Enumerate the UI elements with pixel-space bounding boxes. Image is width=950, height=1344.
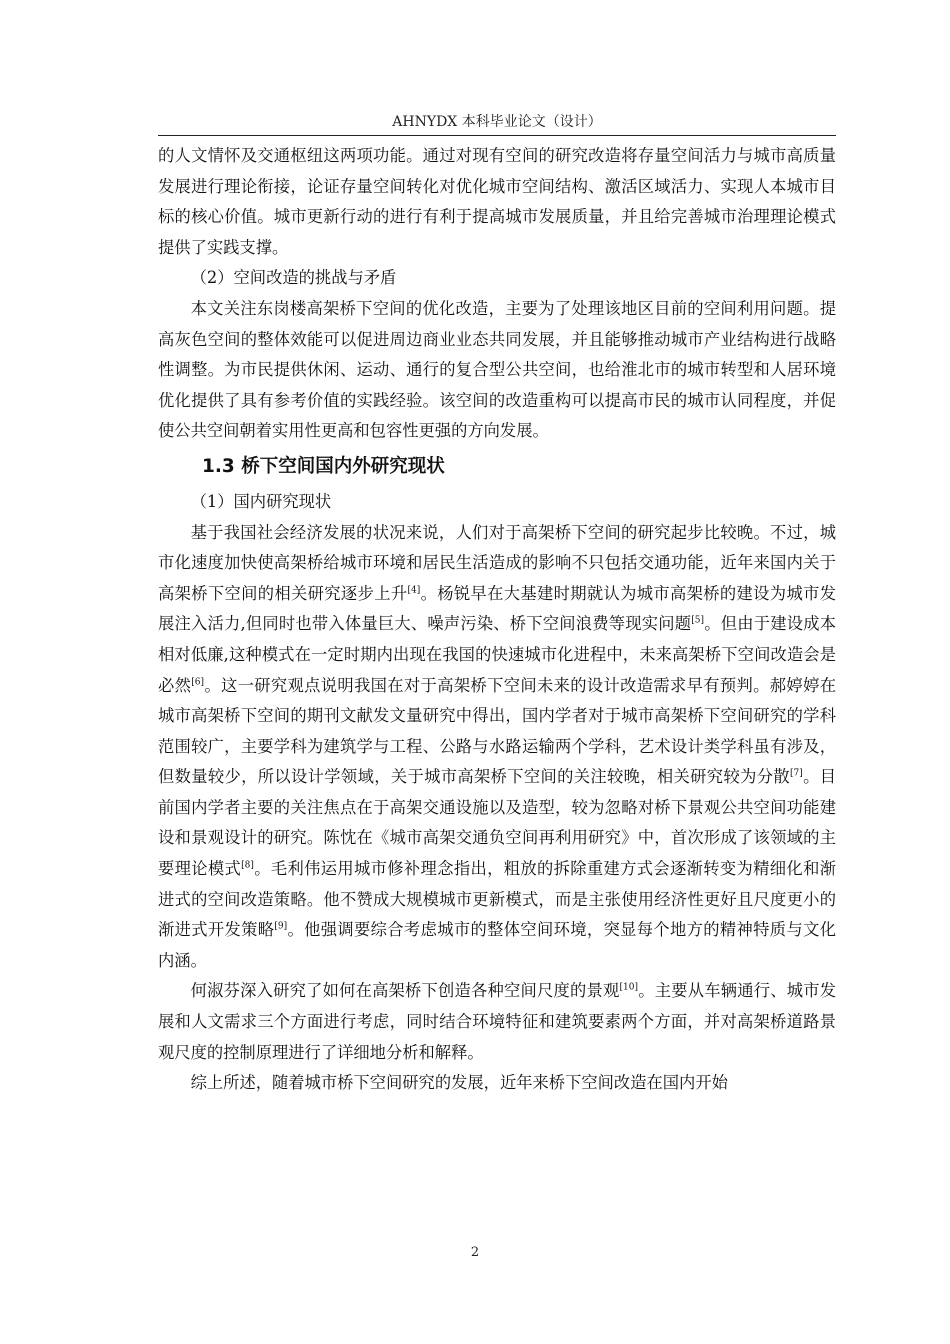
- text-run: 。他强调要综合考虑城市的整体空间环境，突显每个地方的精神特质与文化内涵。: [158, 920, 836, 970]
- header-rule: [158, 135, 836, 136]
- text-run: 基于我国社会经济发展的状况来说，人们对于高架桥下空间的研究起步比较晚。不过，城市化速度加快使高架桥给城市环境和居民生活造成的影响不只包括交通功能，近年来国内关于高架桥下空间的相关研究逐步上升: [158, 522, 836, 603]
- paragraph-summary: 综上所述，随着城市桥下空间研究的发展，近年来桥下空间改造在国内开始: [190, 1073, 728, 1093]
- running-header: AHNYDX 本科毕业论文（设计）: [392, 114, 602, 130]
- page-body: [158, 141, 836, 1099]
- text-run: 。这一研究观点说明我国在对于高架桥下空间未来的设计改造需求早有预判。郝婷婷在城市高架桥下空间的期刊文献发文量研究中得出，国内学者对于城市高架桥下空间研究的学科范围较广，主要学科为建筑学与工程、公路与水路运输两个学科，艺术设计类学科虽有涉及，但数量较少，所以设计学领域，关于城市高架桥下空间的关注较晚，相关研究较为分散: [158, 675, 836, 787]
- citation-ref: [7]: [789, 768, 803, 779]
- text-run: 。主要从车辆通行、城市发展和人文需求三个方面进行考虑，同时结合环境特征和建筑要素两个方面，并对高架桥道路景观尺度的控制原理进行了详细地分析和解释。: [158, 981, 836, 1062]
- paragraph-continuation: 的人文情怀及交通枢纽这两项功能。通过对现有空间的研究改造将存量空间活力与城市高质量发展进行理论衔接，论证存量空间转化对优化城市空间结构、激活区域活力、实现人本城市目标的核心价值。城市更新行动的进行有利于提高城市发展质量，并且给完善城市治理理论模式提供了实践支撑。: [158, 146, 836, 257]
- section-heading: 1.3 桥下空间国内外研究现状: [202, 455, 445, 477]
- paragraph-focus: 本文关注东岗楼高架桥下空间的优化改造，主要为了处理该地区目前的空间利用问题。提高灰色空间的整体效能可以促进周边商业业态共同发展，并且能够推动城市产业结构进行战略性调整。为市民提供休闲、运动、通行的复合型公共空间，也给淮北市的城市转型和人居环境优化提供了具有参考价值的实践经验。该空间的改造重构可以提高市民的城市认同程度，并促使公共空间朝着实用性更高和包容性更强的方向发展。: [158, 298, 836, 441]
- subheading-challenges: （2）空间改造的挑战与矛盾: [190, 268, 397, 288]
- text-run: 。杨锐早在大基建时期就认为城市高架桥的建设为城市发展注入活力,但同时也带入体量巨大、噪声污染、桥下空间浪费等现实问题: [158, 583, 836, 634]
- text-run: 何淑芬深入研究了如何在高架桥下创造各种空间尺度的景观: [190, 981, 620, 1001]
- citation-ref: [9]: [274, 921, 288, 932]
- citation-ref: [10]: [619, 983, 639, 994]
- subheading-domestic: （1）国内研究现状: [190, 491, 332, 511]
- paragraph-he-shufen: [158, 976, 836, 1068]
- citation-ref: [6]: [191, 677, 205, 688]
- text-run: 。毛利伟运用城市修补理念指出，粗放的拆除重建方式会逐渐转变为精细化和渐进式的空间改造策略。他不赞成大规模城市更新模式，而是主张使用经济性更好且尺度更小的渐进式开发策略: [158, 859, 836, 940]
- page-number: 2: [470, 1245, 480, 1260]
- citation-ref: [4]: [407, 585, 421, 596]
- citation-ref: [8]: [241, 860, 254, 871]
- citation-ref: [5]: [691, 615, 705, 626]
- paragraph-domestic-research: [158, 518, 836, 977]
- text-run: 。目前国内学者主要的关注焦点在于高架交通设施以及造型，较为忽略对桥下景观公共空间功能建设和景观设计的研究。陈忱在《城市高架交通负空间再利用研究》中，首次形成了该领域的主要理论模式: [158, 767, 836, 879]
- text-run: 。但由于建设成本相对低廉,这种模式在一定时期内出现在我国的快速城市化进程中，未来高架桥下空间改造会是必然: [158, 614, 836, 695]
